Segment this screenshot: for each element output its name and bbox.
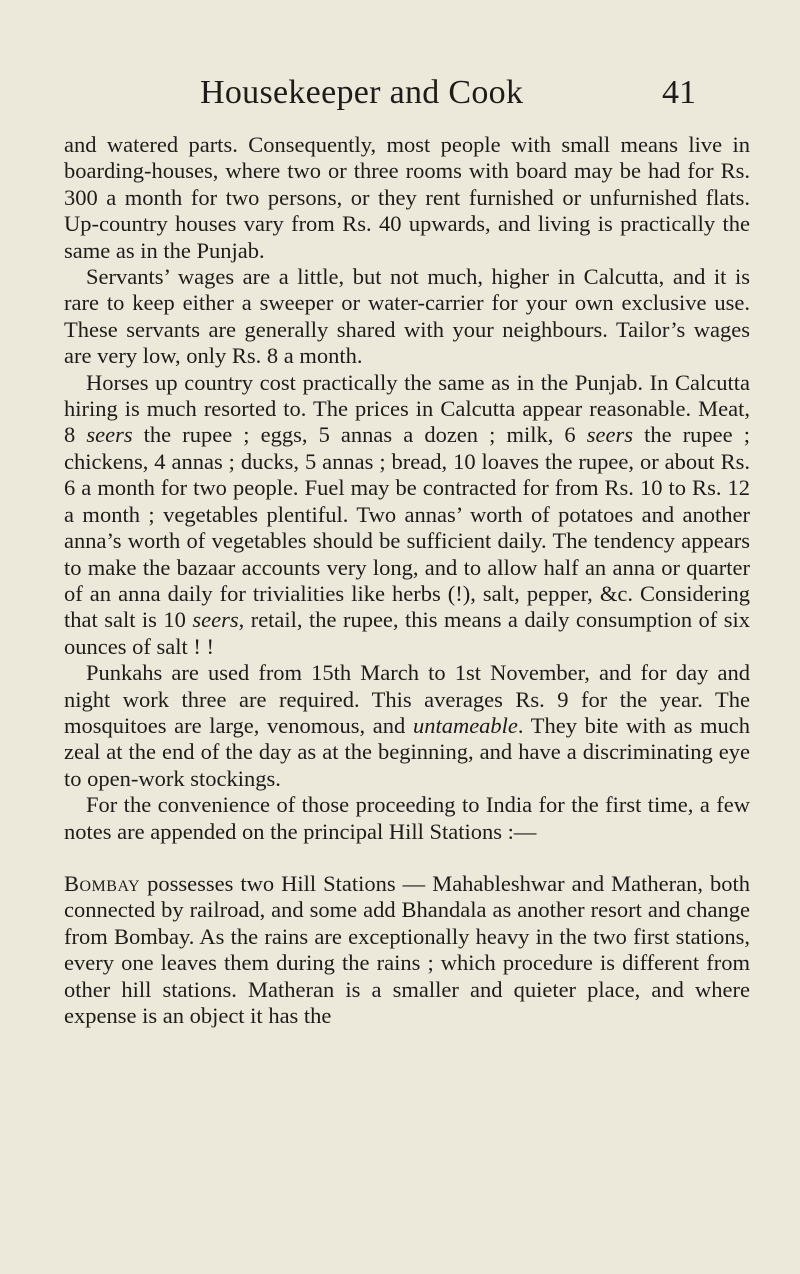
page-header [0, 74, 800, 118]
text-run: possesses two Hill Stations — Mahableshwar and Matheran, both connected by railroad, and some add Bhandala as another resort and change from Bombay. As the rains are exceptionally heavy in the two first stations, every one leaves them during the rains ; which procedure is different from other hill stations. Matheran is a smaller and quieter place, and where expense is an object it has the [64, 870, 750, 1028]
italic-term: seers [586, 422, 634, 448]
paragraph-calcutta-prices [64, 370, 750, 660]
text-run: Punkahs are used from 15th March to 1st November, and for day and night work three are required. This averages Rs. 9 for the year. The mosquitoes are large, venomous, and [64, 660, 750, 738]
text-run: Horses up country cost practically the same as in the Punjab. In Calcutta hiring is much resorted to. The prices in Calcutta appear reasonable. Meat, 8 [64, 369, 750, 448]
text-run: and watered parts. Consequently, most people with small means live in boarding-houses, where two or three rooms with board may be had for Rs. 300 a month for two persons, or they rent furnished or unfurnished flats. Up-country houses vary from Rs. 40 upwards, and living is practically the same as in the Punjab. [64, 132, 750, 263]
text-run: , retail, the rupee, this means a daily consumption of six ounces of salt ! ! [64, 607, 751, 659]
text-run: For the convenience of those proceeding to India for the first time, a few notes are appended on the principal Hill Stations :— [64, 792, 750, 844]
paragraph-hill-stations-intro [64, 792, 750, 845]
italic-term: untameable [412, 712, 518, 738]
paragraph-punkahs [64, 660, 750, 792]
body-text [64, 132, 750, 1029]
place-name-bombay: Bombay [64, 870, 141, 896]
page-number: 41 [662, 74, 696, 111]
running-title: Housekeeper and Cook [200, 74, 524, 111]
italic-term: seers [192, 607, 239, 633]
text-run: the rupee ; chickens, 4 annas ; ducks, 5 annas ; bread, 10 loaves the rupee, or about Rs. 6 a month for two people. Fuel may be contracted for from Rs. 10 to Rs. 12 a month ; vegetables plentiful. Two annas’ worth of potatoes and another anna’s worth of vegetables should be sufficient daily. The tendency appears to make the bazaar accounts very long, and to allow half an anna or quarter of an anna daily for trivialities like herbs (!), salt, pepper, &c. Considering that salt is 10 [64, 422, 750, 633]
paragraph-boarding-houses [64, 132, 750, 264]
paragraph-servants-wages [64, 264, 750, 370]
text-run: the rupee ; eggs, 5 annas a dozen ; milk, 6 [132, 422, 587, 448]
paragraph-bombay [64, 871, 750, 1029]
italic-term: seers [86, 422, 133, 448]
text-run: . They bite with as much zeal at the end of the day as at the beginning, and have a discriminating eye to open-work stockings. [64, 712, 751, 791]
text-run: Servants’ wages are a little, but not much, higher in Calcutta, and it is rare to keep either a sweeper or water-carrier for your own exclusive use. These servants are generally shared with your neighbours. Tailor’s wages are very low, only Rs. 8 a month. [64, 264, 750, 369]
